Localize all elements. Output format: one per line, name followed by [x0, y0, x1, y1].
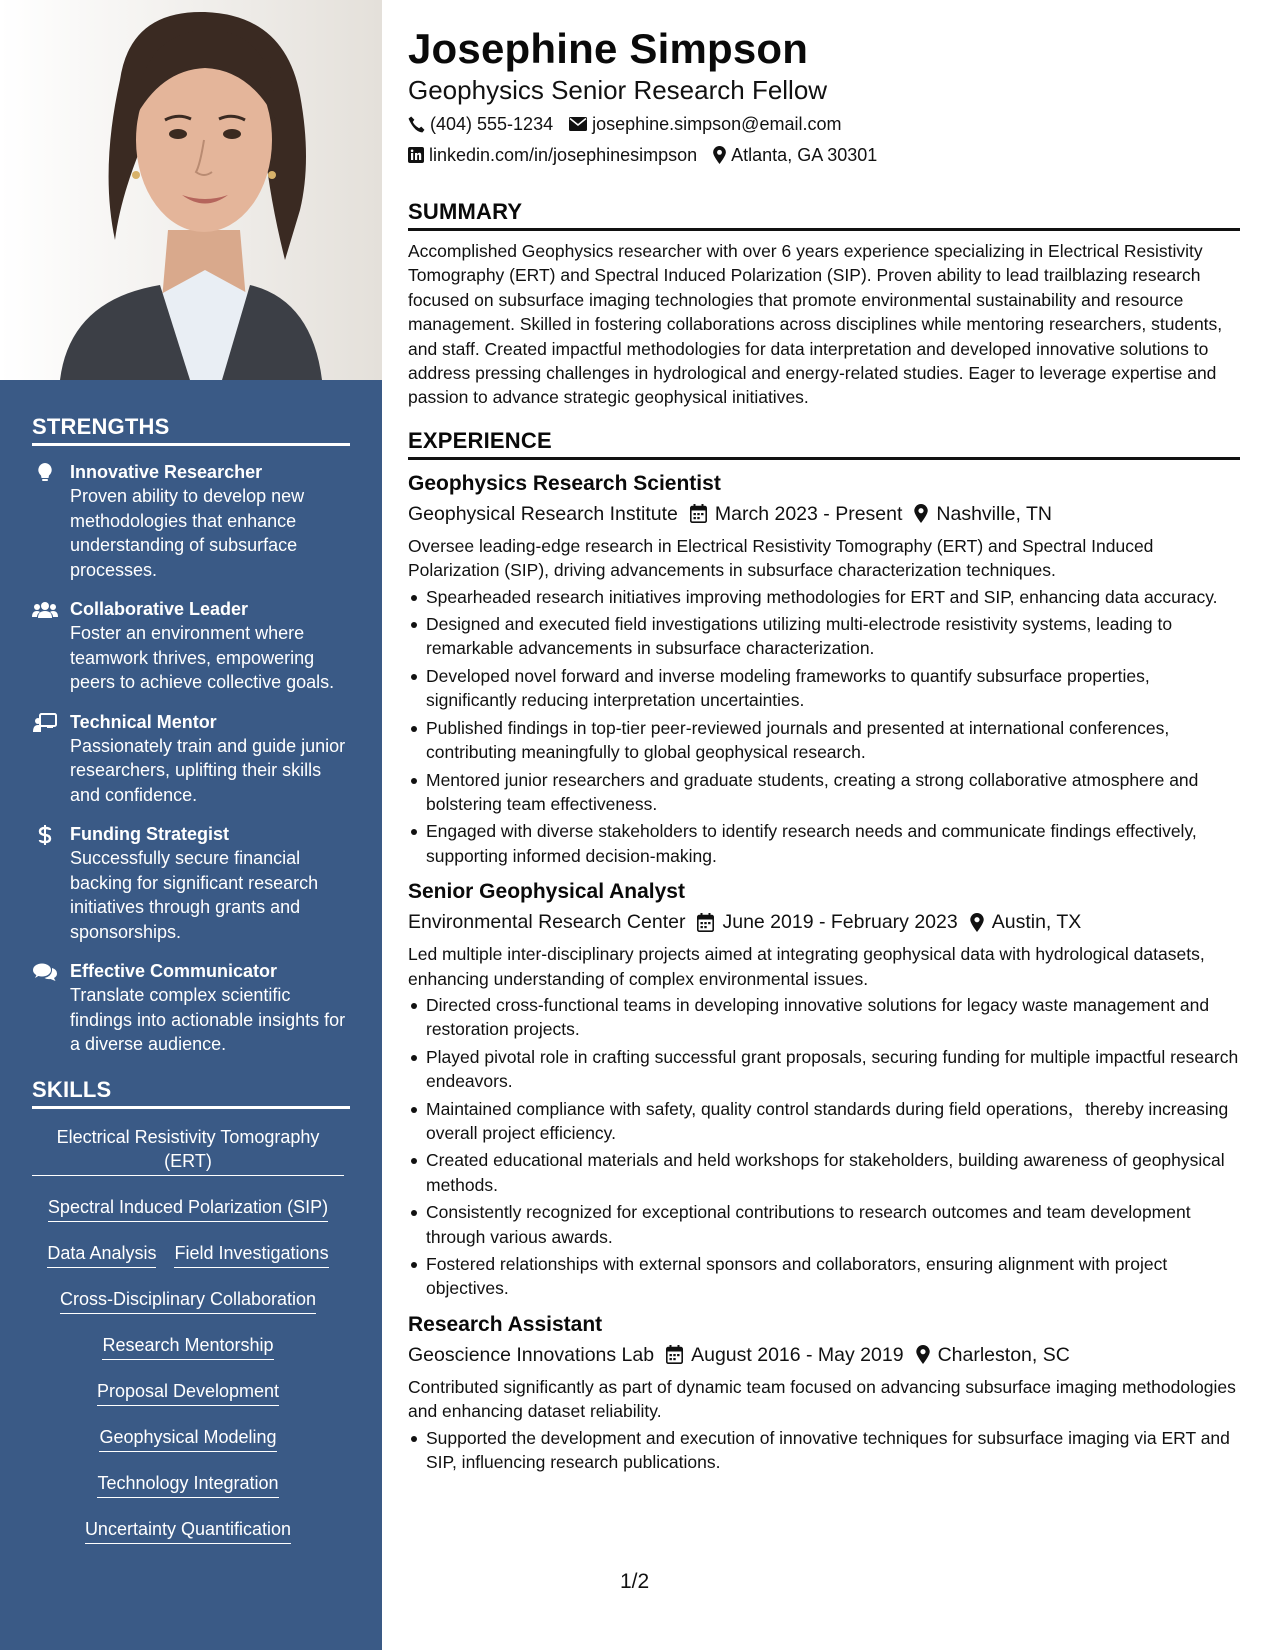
skill-tag: Research Mentorship	[102, 1333, 273, 1360]
linkedin-contact[interactable]	[408, 143, 697, 167]
job-entry	[408, 470, 1240, 868]
job-title: Research Assistant	[408, 1312, 603, 1336]
bullet-item: Fostered relationships with external sponsors and collaborators, ensuring alignment with project objectives.	[408, 1252, 1240, 1301]
job-location: Charleston, SC	[937, 1343, 1070, 1366]
job-description: Led multiple inter-disciplinary projects aimed at integrating geophysical data with hydrological datasets, enhancing understanding of complex environmental issues.	[408, 944, 1205, 989]
bullet-item: Played pivotal role in crafting successful grant proposals, securing funding for multiple impactful research endeavors.	[408, 1045, 1240, 1094]
skill-tag: Field Investigations	[174, 1241, 328, 1268]
bullet-item: Consistently recognized for exceptional contributions to research outcomes and team development through various awards.	[408, 1200, 1240, 1249]
envelope-icon	[569, 117, 587, 131]
job-location: Nashville, TN	[936, 502, 1052, 525]
map-marker-icon	[916, 1345, 930, 1364]
chalkboard-teacher-icon	[32, 712, 58, 734]
calendar-icon	[690, 504, 707, 523]
summary-text: Accomplished Geophysics researcher with over 6 years experience specializing in Electrical Resistivity Tomography (ERT) and Spectral Induced Polarization (SIP). Proven ability to lead trailblazing research focused on subsurface imaging technologies that promote environmental sustainability and resource management. Skilled in fostering collaborations across disciplines while mentoring researchers, students, and staff. Created impactful methodologies for data interpretation and developed innovative solutions to address pressing challenges in hydrological and energy-related studies. Eager to leverage expertise and passion to advance strategic geophysical initiatives.	[408, 241, 1223, 408]
skill-tag: Cross-Disciplinary Collaboration	[60, 1287, 316, 1314]
strength-title: Innovative Researcher	[70, 462, 263, 482]
strength-title: Technical Mentor	[70, 711, 217, 732]
job-meta	[408, 1342, 1240, 1368]
contact-row	[408, 143, 1240, 167]
summary-heading: SUMMARY	[408, 199, 1240, 231]
strengths-heading: STRENGTHS	[32, 414, 350, 446]
job-org: Environmental Research Center	[408, 911, 686, 934]
strength-item	[32, 710, 350, 808]
candidate-name: Josephine Simpson	[408, 25, 809, 72]
map-marker-icon	[914, 504, 928, 523]
users-icon	[32, 599, 58, 621]
contact-row	[408, 112, 1240, 136]
skill-tag: Technology Integration	[97, 1471, 278, 1498]
lightbulb-icon	[32, 462, 58, 484]
skill-tag: Electrical Resistivity Tomography (ERT)	[32, 1125, 344, 1176]
job-meta	[408, 909, 1240, 935]
bullet-item: Directed cross-functional teams in developing innovative solutions for legacy waste management and restoration projects.	[408, 993, 1240, 1042]
job-dates: August 2016 - May 2019	[691, 1343, 904, 1366]
email-text: josephine.simpson@email.com	[592, 114, 842, 134]
job-bullets	[408, 993, 1240, 1301]
job-org: Geophysical Research Institute	[408, 502, 678, 525]
job-location-wrap	[970, 909, 1082, 935]
skills-list	[32, 1125, 344, 1563]
job-org: Geoscience Innovations Lab	[408, 1343, 655, 1366]
strength-description: Passionately train and guide junior researchers, uplifting their skills and confidence.	[70, 735, 346, 805]
email-contact[interactable]	[569, 112, 841, 136]
job-dates: June 2019 - February 2023	[722, 911, 958, 934]
dollar-icon	[32, 824, 58, 846]
bullet-item: Developed novel forward and inverse modeling frameworks to quantify subsurface properties, significantly reducing interpretation uncertainties.	[408, 664, 1240, 713]
bullet-item: Designed and executed field investigations utilizing multi-electrode resistivity systems, leading to remarkable advancements in subsurface characterization.	[408, 612, 1240, 661]
phone-icon	[408, 116, 425, 133]
location-contact	[713, 143, 877, 167]
skills-heading: SKILLS	[32, 1077, 350, 1109]
main-content	[408, 0, 1240, 1477]
strengths-list	[32, 460, 350, 1057]
bullet-item: Supported the development and execution of innovative techniques for subsurface imaging via ERT and SIP, influencing research publications.	[408, 1426, 1240, 1475]
job-dates: March 2023 - Present	[714, 502, 903, 525]
skill-tag: Geophysical Modeling	[99, 1425, 276, 1452]
job-description: Contributed significantly as part of dynamic team focused on advancing subsurface imaging methodologies and enhancing dataset reliability.	[408, 1376, 1236, 1422]
calendar-icon	[666, 1345, 683, 1364]
strength-item	[32, 822, 350, 944]
job-bullets	[408, 1426, 1240, 1475]
job-dates-wrap	[666, 1342, 903, 1368]
comments-icon	[32, 961, 58, 983]
strength-item	[32, 460, 350, 582]
strength-description: Foster an environment where teamwork thrives, empowering peers to achieve collective goals.	[70, 623, 335, 692]
linkedin-icon	[408, 147, 424, 163]
sidebar-content	[32, 380, 350, 1563]
bullet-item: Mentored junior researchers and graduate students, creating a strong collaborative atmosphere and bolstering team effectiveness.	[408, 768, 1240, 817]
job-dates-wrap	[690, 501, 903, 527]
job-bullets	[408, 585, 1240, 868]
job-entry	[408, 1311, 1240, 1475]
map-marker-icon	[713, 146, 726, 164]
bullet-item: Created educational materials and held workshops for stakeholders, building awareness of geophysical methods.	[408, 1148, 1240, 1197]
job-location-wrap	[916, 1342, 1070, 1368]
sidebar	[0, 0, 382, 1650]
strength-title: Funding Strategist	[70, 824, 229, 844]
job-description: Oversee leading-edge research in Electrical Resistivity Tomography (ERT) and Spectral Induced Polarization (SIP), driving advancements in subsurface characterization techniques.	[408, 535, 1154, 581]
strength-description: Translate complex scientific findings into actionable insights for a diverse audience.	[70, 985, 346, 1054]
map-marker-icon	[970, 913, 984, 932]
strength-title: Effective Communicator	[70, 961, 278, 981]
strength-description: Proven ability to develop new methodologies that enhance understanding of subsurface processes.	[70, 486, 305, 580]
strength-item	[32, 597, 350, 695]
skill-tag: Spectral Induced Polarization (SIP)	[48, 1195, 328, 1222]
candidate-title: Geophysics Senior Research Fellow	[408, 75, 828, 105]
experience-heading: EXPERIENCE	[408, 428, 1240, 460]
bullet-item: Spearheaded research initiatives improving methodologies for ERT and SIP, enhancing data accuracy.	[408, 585, 1240, 609]
linkedin-text: linkedin.com/in/josephinesimpson	[429, 145, 698, 165]
job-title: Geophysics Research Scientist	[408, 471, 721, 495]
calendar-icon	[697, 913, 714, 932]
job-dates-wrap	[697, 909, 957, 935]
strength-item	[32, 959, 350, 1057]
strength-description: Successfully secure financial backing for significant research initiatives through grants and sponsorships.	[70, 848, 319, 942]
strength-title: Collaborative Leader	[70, 599, 249, 619]
job-location-wrap	[914, 501, 1052, 527]
phone-text: (404) 555-1234	[430, 114, 554, 134]
page-number: 1/2	[620, 1570, 650, 1593]
bullet-item: Maintained compliance with safety, quality control standards during field operations，thereby increasing overall project efficiency.	[408, 1097, 1240, 1146]
skill-tag: Uncertainty Quantification	[85, 1517, 291, 1544]
phone-contact[interactable]	[408, 112, 553, 136]
job-title: Senior Geophysical Analyst	[408, 880, 685, 904]
job-meta	[408, 501, 1240, 527]
job-entry	[408, 878, 1240, 1301]
bullet-item: Published findings in top-tier peer-reviewed journals and presented at international conferences, contributing meaningfully to global geophysical research.	[408, 716, 1240, 765]
skill-tag: Proposal Development	[97, 1379, 279, 1406]
profile-photo	[0, 0, 382, 380]
location-text: Atlanta, GA 30301	[731, 145, 878, 165]
bullet-item: Engaged with diverse stakeholders to identify research needs and communicate findings effectively, supporting informed decision-making.	[408, 819, 1240, 868]
job-location: Austin, TX	[991, 911, 1082, 934]
skill-tag: Data Analysis	[47, 1241, 156, 1268]
